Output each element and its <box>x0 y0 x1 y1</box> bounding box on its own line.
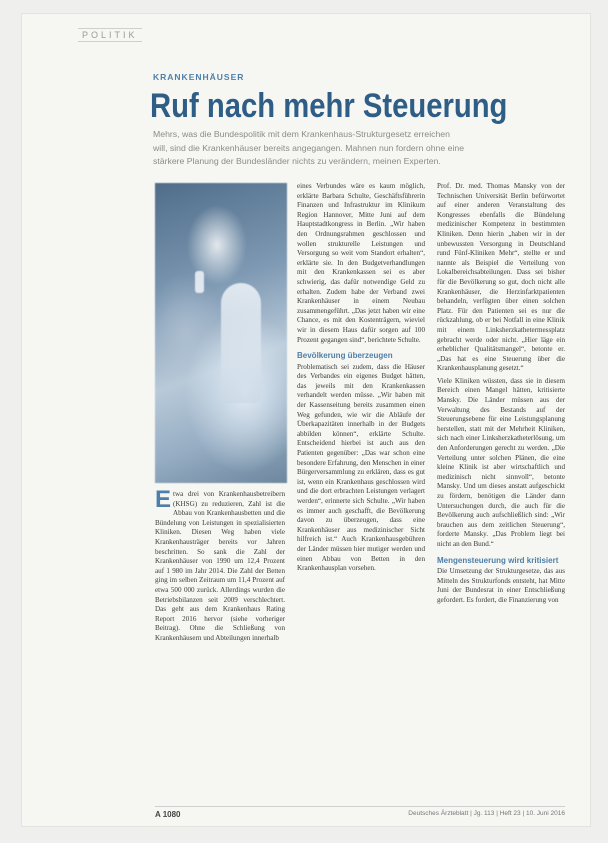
column-3 <box>437 182 565 804</box>
section-label: POLITIK <box>78 28 142 42</box>
column-3-paragraph-3: Die Umsetzung der Strukturgesetze, das aus Mitteln des Strukturfonds entsteht, hat Mitte Juni der Bundesrat in einer Entschließung gefordert. Es fordert, die Finanzierung von <box>437 567 565 604</box>
column-3-paragraph-1: Prof. Dr. med. Thomas Mansky von der Technischen Universität Berlin befürwortet auf einer anderen Veranstaltung des Kongresses ebenfalls die Bündelung medizinischer Kompetenz in bestimmten Kliniken. Denn hierin „haben wir in der unbewussten Versorgung in Deutschland rund Fünf-Kliniken Mehr“, stellte er und nannte als Beispiel die Verteilung von Lokalbereichsabteilungen. Dass sei bisher für die Bevölkerung so gut, doch nicht alle Krankenhäuser, die Herzinfarktpatienten behandeln, verfügten über einen solchen Platz. Für den Patienten sei es nur die rückzahlung, ob er bei Notfall in eine Klinik mit einem Linksherzkathetermessplatz gebracht werde oder nicht. „Hier läge ein erheblicher Qualitätsmangel“, betonte er. „Das hat es eine Steuerung über die Krankenhausplanung gesetzt.“ <box>437 182 565 373</box>
subhead-mengensteuerung: Mengensteuerung wird kritisiert <box>437 555 559 565</box>
nurse-figure <box>221 283 261 403</box>
dropcap: E <box>155 490 172 513</box>
subhead-bevoelkerung: Bevölkerung überzeugen <box>297 351 393 361</box>
column-3-paragraph-2: Viele Kliniken wüssten, dass sie in diesem Bereich einen Mangel hätten, kritisierte Mansky. Die Länder müssen aus der Verwaltung des Bestands auf der Steuerungsebene für eine Leistungsplanung herstellen, statt mit der Mehrheit Kliniken, sich nach einer Linksherzkatheterlösung, um den Anforderungen gerecht zu werden. „Die Verteilung unter solchen Plänen, die eine kleine Klinik ist aber wirtschaftlich und medizinisch nicht sinnvoll“, betonte Mansky. Und um dieses anstatt aufgeschickt zu fördern, benötigen die Länder dann Untersuchungen durch, die auch für die Bevölkerung auch aufschließlich sind: „Wir brauchen aus dem zeitlichen Steuerung“, forderte Mansky. „Das Problem liegt bei nicht an den Bund.“ <box>437 376 565 548</box>
column-2-paragraph-1: eines Verbundes wäre es kaum möglich, erklärte Barbara Schulte, Geschäftsführerin Finanzen und Infrastruktur im Klinikum Region Hannover, Mitte Juni auf dem Hauptstadtkongress in Berlin. „Wir haben den Ordnungsrahmen geschlossen und wollen strukturelle Leistungen und Versorgung so weit vom Standort erhalten“, erklärte sie. In den Budgetverhandlungen mit den Krankenkassen sei es aber schwierig, das dafür notwendige Geld zu erhalten. Zudem habe der Verband zwei Krankenhäuser in einem Neubau zusammengeführt. „Das jetzt haben wir eine Chance, es mit den Kostenträgern, wieviel wir in diesem Haus dafür sorgen auf 100 Prozent gegangen sind“, berichtete Schulte. <box>297 182 425 344</box>
column-1-text: twa drei von Krankenhausbetreibern (KHSG) zu reduzieren, Zahl ist die Abbau von Krankenhausbetten und die Bündelung von Leistungen in spezialisierten Kliniken. Diesen Weg haben viele Krankenhausträger bereits vor Jahren beschritten. So sank die Zahl der Krankenhäuser von 1990 um 12,4 Prozent auf 1 980 im Jahr 2014. Die Zahl der Betten ging im selben Zeitraum um 11,4 Prozent auf etwa 500 000 zurück. Allerdings wurden die Betriebsbilanzen seit 2009 verschlechtert. Das geht aus dem Krankenhaus Rating Report 2016 hervor (siehe vorheriger Beitrag). Ohne die Schließung von Krankenhäusern und Abteilungen innerhalb <box>155 490 285 642</box>
column-2-paragraph-2: Problematisch sei zudem, dass die Häuser des Verbandes ein eigenes Budget hätten, das jeweils mit den Krankenkassen verhandelt werden müsse. „Wir haben mit der Kassenseitung bereits zusammen einen Weg gefunden, wie wir die Abläufe der Überkapazitäten innerhalb in der Budgets abbilden können“, erklärte Schulte. Entscheidend hierbei ist auch aus den Patienten gegenüber: „Das war schon eine besondere Erfahrung, den Menschen in einer Bürgerversammlung zu erklären, dass es gut ist, wenn ein Krankenhaus geschlossen wird und die dort erbrachten Leistungen verlagert werden“, erinnerte sich Schulte. „Wir haben es immer auch geschafft, die Bevölkerung davon zu überzeugen, dass eine Krankenhäuser aus medizinischer Sicht hilfreich ist.“ Auch Krankenhausgebühren der Länder müssen hier mutiger werden und einen Abbau von Betten in den Krankenhausplan vorsehen. <box>297 362 425 573</box>
magazine-page <box>22 14 590 826</box>
publication-info: Deutsches Ärzteblatt | Jg. 113 | Heft 23 | 10. Juni 2016 <box>408 810 565 817</box>
column-2 <box>297 182 425 804</box>
infusion-bottle <box>195 271 204 293</box>
column-1 <box>155 490 285 806</box>
lead-paragraph: Mehrs, was die Bundespolitik mit dem Krankenhaus-Strukturgesetz erreichen will, sind die Krankenhäuser bereits angegangen. Mahnen nun fordern ohne eine stärkere Planung der Bundesländer nichts zu verändern, meinen Experten. <box>153 129 465 166</box>
page-number: A 1080 <box>155 810 181 819</box>
hospital-photo <box>155 183 287 483</box>
kicker: KRANKENHÄUSER <box>153 72 245 82</box>
headline: Ruf nach mehr Steuerung <box>150 87 508 125</box>
footer-rule <box>155 806 565 807</box>
